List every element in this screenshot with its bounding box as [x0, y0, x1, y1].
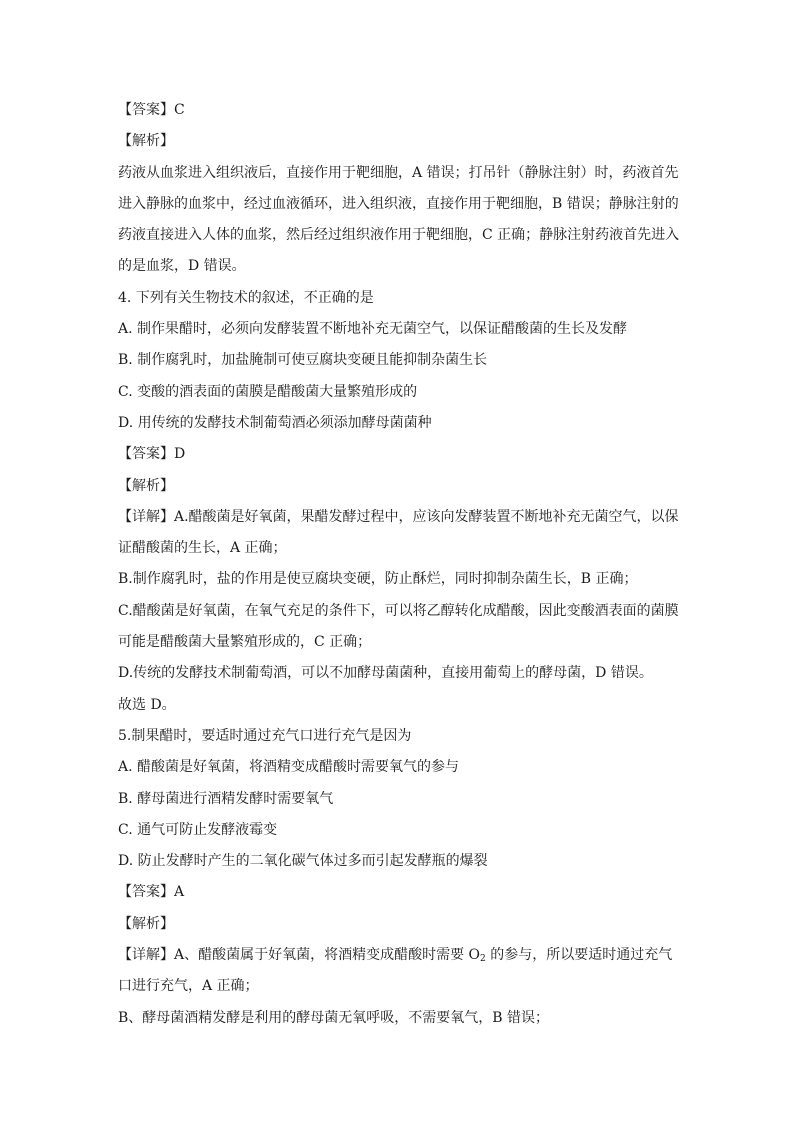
analysis-paragraph-line: 进入静脉的血浆中，经过血液循环，进入组织液，直接作用于靶细胞，B 错误；静脉注射的 [118, 195, 679, 212]
analysis-label: 【解析】 [118, 915, 174, 932]
detail-paragraph-line: 口进行充气，A 正确； [118, 978, 259, 995]
question-4-option-a: A. 制作果醋时，必须向发酵装置不断地补充无菌空气，以保证醋酸菌的生长及发酵 [118, 321, 628, 338]
detail-paragraph-line: 【详解】A.醋酸菌是好氧菌，果醋发酵过程中，应该向发酵装置不断地补充无菌空气，以保 [118, 508, 679, 525]
oxygen-subscript: 2 [480, 954, 486, 965]
analysis-paragraph-line: 药液从血浆进入组织液后，直接作用于靶细胞，A 错误；打吊针（静脉注射）时，药液首先 [118, 164, 679, 181]
detail-paragraph-line [118, 940, 718, 971]
question-5-option-a: A. 醋酸菌是好氧菌，将酒精变成醋酸时需要氧气的参与 [118, 759, 460, 776]
question-5-option-c: C. 通气可防止发酵液霉变 [118, 821, 278, 838]
answer-label: 【答案】D [118, 446, 186, 463]
document-body [118, 95, 718, 1034]
detail-paragraph-line: D.传统的发酵技术制葡萄酒，可以不加酵母菌菌种，直接用葡萄上的酵母菌，D 错误。 [118, 665, 653, 682]
detail-paragraph-line: B、酵母菌酒精发酵是利用的酵母菌无氧呼吸，不需要氧气，B 错误； [118, 1009, 550, 1026]
detail-paragraph-line: 可能是醋酸菌大量繁殖形成的，C 正确； [118, 634, 372, 651]
question-4-stem: 4. 下列有关生物技术的叙述，不正确的是 [118, 289, 374, 306]
analysis-paragraph-line: 的是血浆，D 错误。 [118, 258, 246, 275]
question-5-option-d: D. 防止发酵时产生的二氧化碳气体过多而引起发酵瓶的爆裂 [118, 853, 488, 870]
question-4-option-c: C. 变酸的酒表面的菌膜是醋酸菌大量繁殖形成的 [118, 383, 418, 400]
question-4-option-d: D. 用传统的发酵技术制葡萄酒必须添加酵母菌菌种 [118, 414, 432, 431]
choice-conclusion: 故选 D。 [118, 696, 176, 713]
analysis-label: 【解析】 [118, 133, 174, 150]
detail-text: 的参与，所以要适时通过充气 [485, 947, 673, 964]
detail-paragraph-line: B.制作腐乳时，盐的作用是使豆腐块变硬，防止酥烂，同时抑制杂菌生长，B 正确； [118, 571, 638, 588]
detail-paragraph-line: C.醋酸菌是好氧菌，在氧气充足的条件下，可以将乙醇转化成醋酸，因此变酸酒表面的菌膜 [118, 602, 679, 619]
analysis-label: 【解析】 [118, 477, 174, 494]
answer-label: 【答案】C [118, 102, 185, 118]
question-5-stem: 5.制果醋时，要适时通过充气口进行充气是因为 [118, 727, 412, 744]
question-4-option-b: B. 制作腐乳时，加盐腌制可使豆腐块变硬且能抑制杂菌生长 [118, 352, 488, 369]
analysis-paragraph-line: 药液直接进入人体的血浆，然后经过组织液作用于靶细胞，C 正确；静脉注射药液首先进入 [118, 227, 680, 244]
detail-paragraph-line: 证醋酸菌的生长，A 正确； [118, 540, 287, 557]
question-5-option-b: B. 酵母菌进行酒精发酵时需要氧气 [118, 790, 334, 807]
answer-label: 【答案】A [118, 884, 185, 901]
detail-text: 【详解】A、醋酸菌属于好氧菌，将酒精变成醋酸时需要 O [118, 947, 481, 964]
